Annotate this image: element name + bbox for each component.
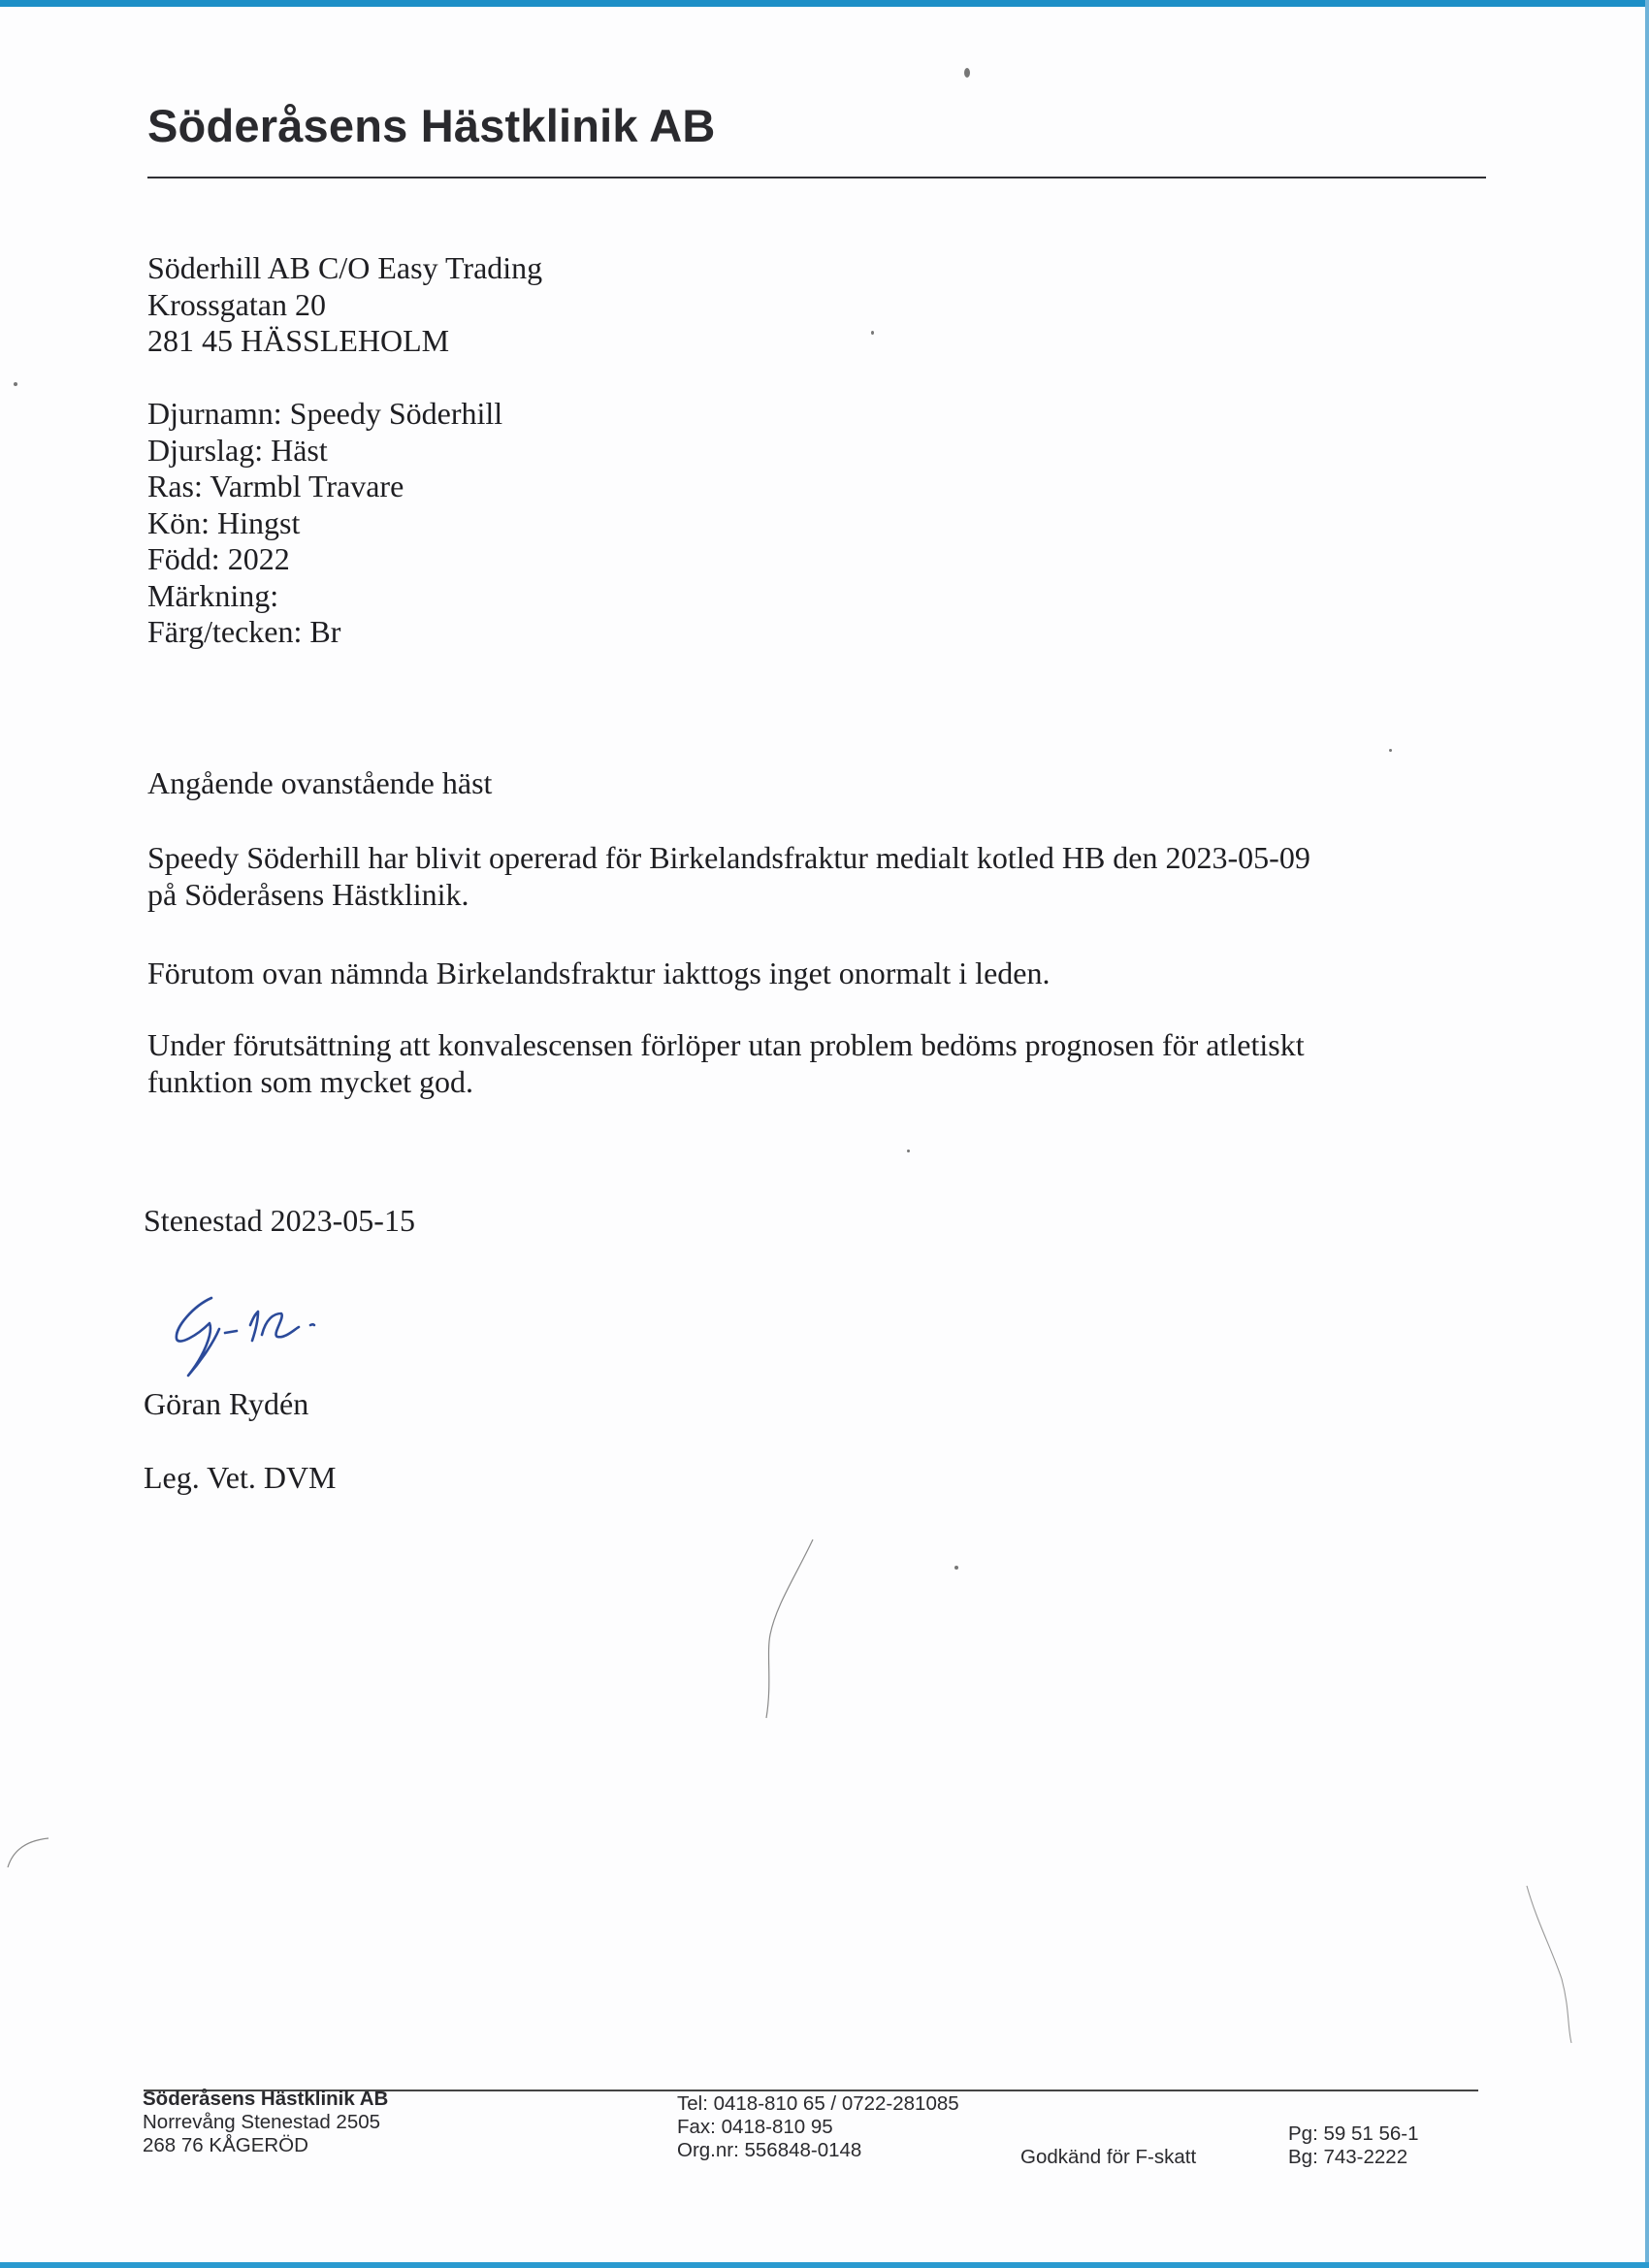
paragraph-surgery — [147, 840, 1408, 913]
footer-tax-status — [1020, 2146, 1196, 2169]
animal-marking: Märkning: — [147, 577, 279, 613]
signatory-title: Leg. Vet. DVM — [144, 1460, 337, 1495]
footer-company — [143, 2088, 388, 2157]
footer-contact — [677, 2092, 959, 2162]
place-date: Stenestad 2023-05-15 — [144, 1203, 415, 1238]
scan-speck — [14, 382, 17, 386]
paragraph-findings: Förutom ovan nämnda Birkelandsfraktur iakttogs inget onormalt i leden. — [147, 956, 1051, 990]
scan-speck — [1389, 749, 1392, 752]
scan-crease — [0, 1829, 58, 1887]
scan-edge-top — [0, 0, 1649, 7]
letter-subject: Angående ovanstående häst — [147, 765, 493, 800]
paragraph-line: funktion som mycket god. — [147, 1063, 473, 1099]
footer-tax-label: Godkänd för F-skatt — [1020, 2146, 1197, 2168]
animal-color: Färg/tecken: Br — [147, 614, 341, 649]
handwritten-signature — [165, 1279, 388, 1385]
scan-edge-right — [1645, 0, 1649, 2268]
scan-crease — [757, 1538, 815, 1722]
footer-org-number: Org.nr: 556848-0148 — [677, 2139, 862, 2161]
animal-details — [147, 396, 502, 651]
scan-crease — [1523, 1882, 1581, 2047]
recipient-line: 281 45 HÄSSLEHOLM — [147, 323, 450, 358]
paragraph-line: Speedy Söderhill har blivit opererad för Birkelandsfraktur medialt kotled HB den 2023-05-09 — [147, 840, 1310, 875]
letterhead-title: Söderåsens Hästklinik AB — [147, 100, 716, 151]
footer-bankgiro: Bg: 743-2222 — [1288, 2146, 1408, 2168]
animal-born: Född: 2022 — [147, 541, 290, 576]
footer-address-line: Norrevång Stenestad 2505 — [143, 2111, 381, 2133]
scan-edge-bottom — [0, 2262, 1649, 2268]
footer-giro — [1288, 2122, 1419, 2169]
animal-sex: Kön: Hingst — [147, 504, 301, 540]
recipient-address — [147, 250, 542, 360]
letterhead-rule — [147, 177, 1486, 178]
animal-breed: Ras: Varmbl Travare — [147, 469, 404, 503]
footer-plusgiro: Pg: 59 51 56-1 — [1288, 2122, 1419, 2145]
footer-address-line: 268 76 KÅGERÖD — [143, 2134, 308, 2156]
signatory-name: Göran Rydén — [144, 1386, 309, 1421]
animal-name: Djurnamn: Speedy Söderhill — [147, 396, 503, 431]
paragraph-line: på Söderåsens Hästklinik. — [147, 876, 469, 912]
scan-speck — [907, 1150, 910, 1152]
scan-speck — [964, 68, 970, 78]
recipient-line: Krossgatan 20 — [147, 286, 326, 322]
footer-fax: Fax: 0418-810 95 — [677, 2116, 833, 2138]
recipient-line: Söderhill AB C/O Easy Trading — [147, 250, 543, 285]
scan-speck — [954, 1566, 958, 1570]
paragraph-line: Under förutsättning att konvalescensen förlöper utan problem bedöms prognosen för atletiskt — [147, 1027, 1305, 1062]
footer-phone: Tel: 0418-810 65 / 0722-281085 — [677, 2092, 959, 2115]
footer-company-name: Söderåsens Hästklinik AB — [143, 2088, 389, 2110]
scan-speck — [871, 331, 874, 335]
paragraph-prognosis — [147, 1027, 1305, 1100]
animal-species: Djurslag: Häst — [147, 432, 328, 468]
